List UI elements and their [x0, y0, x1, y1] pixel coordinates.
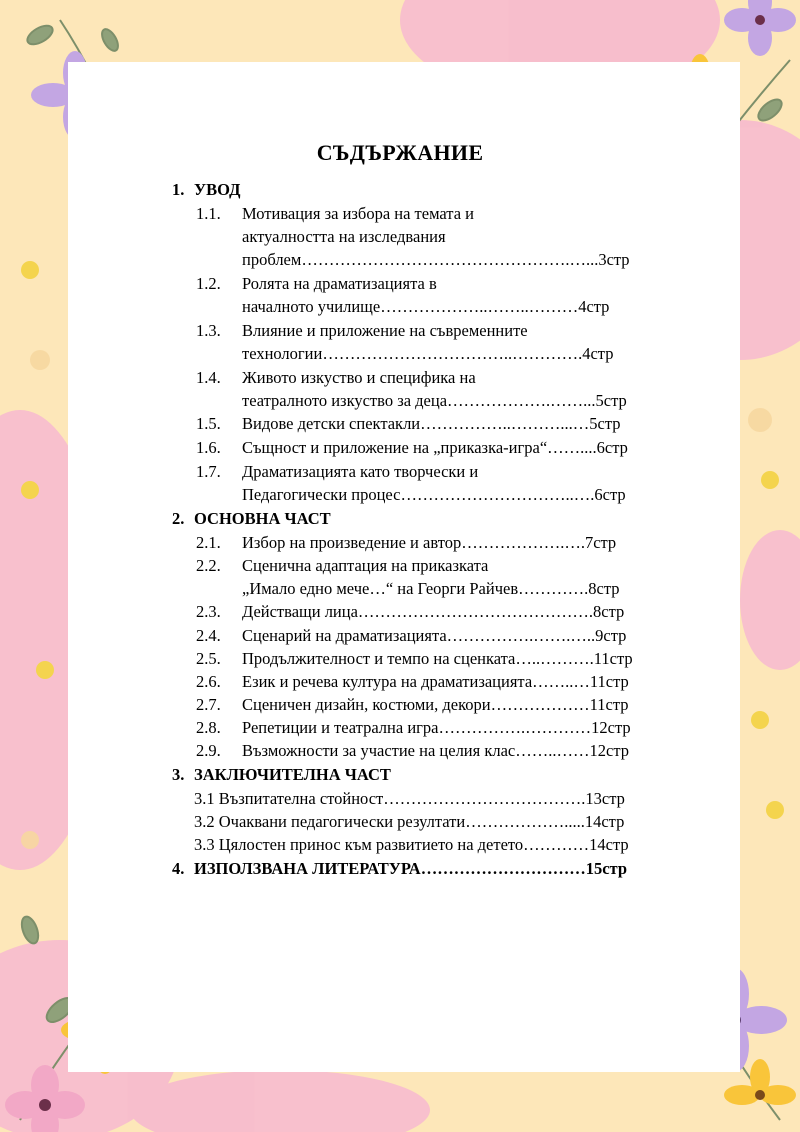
subsection-number: 2.8. [196, 718, 221, 737]
subsection-number: 1.7. [196, 462, 221, 481]
toc-entry: Педагогически процес…………………………..….6стр [242, 485, 626, 504]
toc-entry: Същност и приложение на „приказка-игра“……....6стр [242, 438, 628, 457]
subsection-number: 1.1. [196, 204, 221, 223]
section-number: 4. [172, 859, 185, 878]
subsection-number: 2.1. [196, 533, 221, 552]
toc-entry: проблем………………………………………….…...3стр [242, 250, 630, 269]
subsection-number: 2.7. [196, 695, 221, 714]
toc-entry: Драматизацията като творчески и [242, 462, 479, 481]
section-title: ЗАКЛЮЧИТЕЛНА ЧАСТ [194, 765, 391, 784]
toc-entry: Мотивация за избора на темата и [242, 204, 474, 223]
toc-entry: актуалността на изследвания [242, 227, 446, 246]
toc-entry: Продължителност и темпо на сценката…..……….11стр [242, 649, 633, 668]
subsection-number: 1.3. [196, 321, 221, 340]
page-title: СЪДЪРЖАНИЕ [316, 140, 484, 165]
toc-entry: началното училище………………..……..………4стр [242, 297, 610, 316]
section-title: ОСНОВНА ЧАСТ [194, 509, 331, 528]
toc-entry: Видове детски спектакли……………..………...…5стр [242, 414, 621, 433]
toc-entry: Език и речева култура на драматизацията……..…11стр [242, 672, 629, 691]
subsection-number: 2.6. [196, 672, 221, 691]
toc-entry: Репетиции и театрална игра…………….…………12стр [242, 718, 631, 737]
toc-entry: Сценична адаптация на приказката [242, 556, 489, 575]
toc-entry: технологии……………………………..………….4стр [242, 344, 614, 363]
subsection-number: 1.6. [196, 438, 221, 457]
toc-entry: Влияние и приложение на съвременните [242, 321, 528, 340]
toc-entry: Живото изкуство и специфика на [242, 368, 476, 387]
section-number: 1. [172, 180, 185, 199]
toc-entry: Възможности за участие на целия клас……..……12стр [242, 741, 629, 760]
subsection-number: 2.4. [196, 626, 221, 645]
toc-entry: 3.3 Цялостен принос към развитието на детето…………14стр [194, 835, 629, 854]
subsection-number: 2.9. [196, 741, 221, 760]
toc-entry: Избор на произведение и автор……………….….7стр [242, 533, 617, 552]
toc-entry: „Имало едно мече…“ на Георги Райчев………….8стр [242, 579, 620, 598]
subsection-number: 1.4. [196, 368, 221, 387]
toc-entry: Сценарий на драматизацията…………….…….…..9стр [242, 626, 627, 645]
subsection-number: 2.5. [196, 649, 221, 668]
toc-entry: 3.1 Възпитателна стойност……………………………….13стр [194, 789, 625, 808]
toc-entry: 3.2 Очаквани педагогически резултати……………….....14стр [194, 812, 625, 831]
subsection-number: 1.5. [196, 414, 221, 433]
toc-entry: Ролята на драматизацията в [242, 274, 437, 293]
section-title: УВОД [194, 180, 241, 199]
section-number: 2. [172, 509, 185, 528]
subsection-number: 1.2. [196, 274, 221, 293]
section-title: ИЗПОЛЗВАНА ЛИТЕРАТУРА…………………………15стр [194, 859, 628, 878]
subsection-number: 2.2. [196, 556, 221, 575]
subsection-number: 2.3. [196, 602, 221, 621]
section-number: 3. [172, 765, 185, 784]
toc-entry: театралното изкуство за деца……………….……...5стр [242, 391, 627, 410]
toc-entry: Действащи лица…………………………………….8стр [242, 602, 625, 621]
toc-entry: Сценичен дизайн, костюми, декори………………11стр [242, 695, 629, 714]
